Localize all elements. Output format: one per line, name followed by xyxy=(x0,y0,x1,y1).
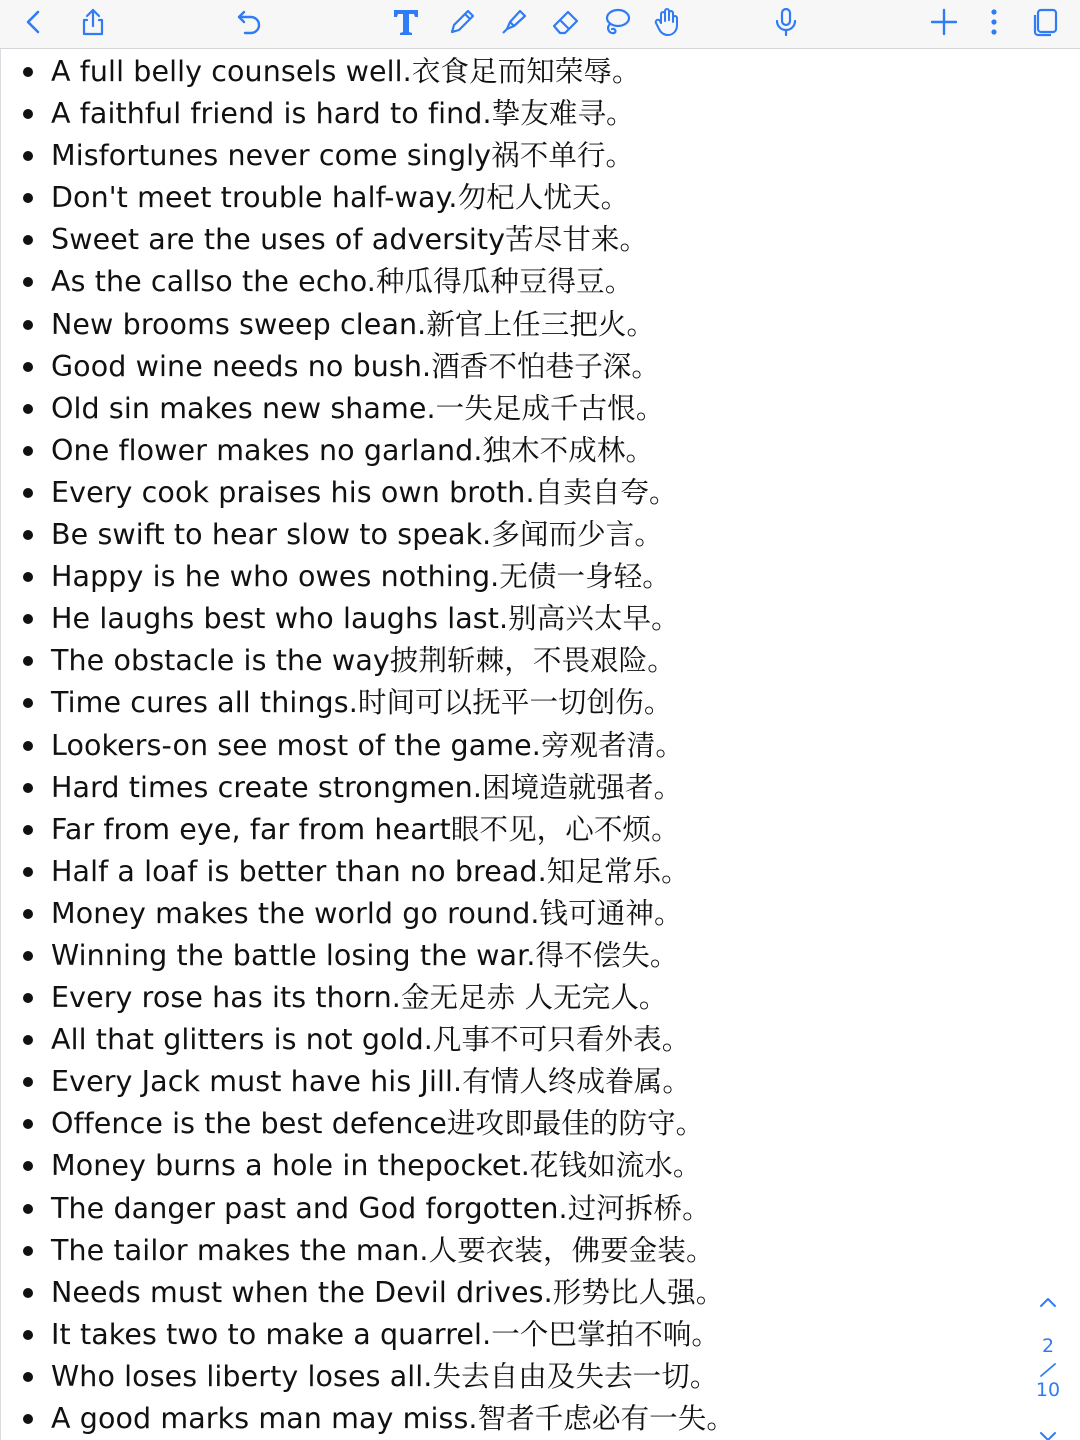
proverb-text: As the callso the echo.种瓜得瓜种豆得豆。 xyxy=(51,265,634,299)
proverb-text: The danger past and God forgotten.过河拆桥。 xyxy=(51,1191,711,1225)
list-item xyxy=(0,1356,1020,1398)
proverb-text: Far from eye, far from heart眼不见，心不烦。 xyxy=(51,812,680,846)
bullet-icon xyxy=(23,193,33,203)
list-item xyxy=(0,135,1020,177)
lasso-icon[interactable] xyxy=(597,2,637,42)
bullet-icon xyxy=(23,993,33,1003)
list-item xyxy=(0,472,1020,514)
bullet-icon xyxy=(23,572,33,582)
bullet-icon xyxy=(23,783,33,793)
hand-icon[interactable] xyxy=(648,2,688,42)
proverb-text: Every rose has its thorn.金无足赤 人无完人。 xyxy=(51,981,668,1015)
proverb-text: Don't meet trouble half-way.勿杞人忧天。 xyxy=(51,181,630,215)
bullet-icon xyxy=(23,656,33,666)
proverb-text: Time cures all things.时间可以抚平一切创伤。 xyxy=(51,686,673,720)
proverb-text: Money burns a hole in thepocket.花钱如流水。 xyxy=(51,1149,702,1183)
proverb-text: A full belly counsels well.衣食足而知荣辱。 xyxy=(51,55,641,88)
bullet-icon xyxy=(23,67,33,77)
bullet-icon xyxy=(23,404,33,414)
proverb-text: Every Jack must have his Jill.有情人终成眷属。 xyxy=(51,1065,691,1099)
bullet-icon xyxy=(23,488,33,498)
list-item xyxy=(0,346,1020,388)
list-item xyxy=(0,1103,1020,1145)
list-item xyxy=(0,767,1020,809)
bullet-icon xyxy=(23,909,33,919)
proverb-text: Be swift to hear slow to speak.多闻而少言。 xyxy=(51,518,663,552)
proverb-text: Sweet are the uses of adversity苦尽甘来。 xyxy=(51,223,649,257)
proverb-text: One flower makes no garland.独木不成林。 xyxy=(51,433,655,467)
bullet-icon xyxy=(23,1288,33,1298)
proverb-text: All that glitters is not gold.凡事不可只看外表。 xyxy=(51,1023,691,1057)
list-item xyxy=(0,1145,1020,1187)
bullet-icon xyxy=(23,1119,33,1129)
proverb-text: Hard times create strongmen.困境造就强者。 xyxy=(51,770,683,804)
list-item xyxy=(0,1230,1020,1272)
bullet-icon xyxy=(23,1414,33,1424)
bullet-icon xyxy=(23,741,33,751)
proverb-text: It takes two to make a quarrel.一个巴掌拍不响。 xyxy=(51,1317,721,1351)
proverb-text: Half a loaf is better than no bread.知足常乐。 xyxy=(51,854,690,888)
share-icon[interactable] xyxy=(73,2,113,42)
list-item xyxy=(0,1019,1020,1061)
list-item xyxy=(0,935,1020,977)
bullet-icon xyxy=(23,1246,33,1256)
bullet-icon xyxy=(23,1372,33,1382)
list-item xyxy=(0,1398,1020,1440)
bullet-icon xyxy=(23,867,33,877)
proverb-text: Who loses liberty loses all.失去自由及失去一切。 xyxy=(51,1359,719,1393)
list-item xyxy=(0,725,1020,767)
bullet-icon xyxy=(23,1330,33,1340)
list-item xyxy=(0,1314,1020,1356)
bullet-icon xyxy=(23,825,33,835)
proverb-list xyxy=(0,51,1020,1440)
document-page xyxy=(0,49,1080,1440)
microphone-icon[interactable] xyxy=(766,2,806,42)
proverb-text: A faithful friend is hard to find.挚友难寻。 xyxy=(51,97,635,131)
text-tool-icon[interactable] xyxy=(386,2,426,42)
proverb-text: Lookers-on see most of the game.旁观者清。 xyxy=(51,728,684,762)
chevron-left-icon[interactable] xyxy=(14,2,54,42)
list-item xyxy=(0,682,1020,724)
top-toolbar xyxy=(0,0,1080,49)
list-item xyxy=(0,809,1020,851)
list-item xyxy=(0,977,1020,1019)
pen-icon[interactable] xyxy=(442,2,482,42)
list-item xyxy=(0,430,1020,472)
proverb-text: New brooms sweep clean.新官上任三把火。 xyxy=(51,307,656,341)
page-separator-icon xyxy=(1038,1362,1058,1378)
list-item xyxy=(0,893,1020,935)
list-item xyxy=(0,177,1020,219)
list-item xyxy=(0,1188,1020,1230)
add-icon[interactable] xyxy=(924,2,964,42)
page-navigator xyxy=(1022,1279,1074,1440)
proverb-text: Needs must when the Devil drives.形势比人强。 xyxy=(51,1275,725,1309)
proverb-text: Offence is the best defence进攻即最佳的防守。 xyxy=(51,1107,705,1141)
list-item xyxy=(0,1061,1020,1103)
proverb-text: The obstacle is the way披荆斩棘，不畏艰险。 xyxy=(51,644,676,678)
list-item xyxy=(0,93,1020,135)
bullet-icon xyxy=(23,1035,33,1045)
bullet-icon xyxy=(23,109,33,119)
proverb-text: Every cook praises his own broth.自卖自夸。 xyxy=(51,475,678,509)
bullet-icon xyxy=(23,151,33,161)
bullet-icon xyxy=(23,235,33,245)
current-page-number: 2 xyxy=(1041,1335,1055,1357)
proverb-text: Winning the battle losing the war.得不偿失。 xyxy=(51,938,679,972)
list-item xyxy=(0,851,1020,893)
bullet-icon xyxy=(23,530,33,540)
undo-icon[interactable] xyxy=(229,2,269,42)
pages-icon[interactable] xyxy=(1025,2,1065,42)
list-item xyxy=(0,1272,1020,1314)
list-item xyxy=(0,219,1020,261)
bullet-icon xyxy=(23,614,33,624)
list-item xyxy=(0,556,1020,598)
list-item xyxy=(0,598,1020,640)
list-item xyxy=(0,514,1020,556)
bullet-icon xyxy=(23,1161,33,1171)
proverb-text: Money makes the world go round.钱可通神。 xyxy=(51,896,683,930)
chevron-up-icon[interactable] xyxy=(1036,1291,1060,1315)
proverb-text: Happy is he who owes nothing.无债一身轻。 xyxy=(51,560,671,594)
bullet-icon xyxy=(23,320,33,330)
list-item xyxy=(0,304,1020,346)
proverb-text: Old sin makes new shame.一失足成千古恨。 xyxy=(51,391,665,425)
proverb-text: Good wine needs no bush.酒香不怕巷子深。 xyxy=(51,349,661,383)
bullet-icon xyxy=(23,277,33,287)
bullet-icon xyxy=(23,1204,33,1214)
total-pages-number: 10 xyxy=(1035,1379,1061,1401)
proverb-text: He laughs best who laughs last.别高兴太早。 xyxy=(51,602,680,636)
list-item xyxy=(0,261,1020,303)
highlighter-icon[interactable] xyxy=(494,2,534,42)
chevron-down-icon[interactable] xyxy=(1036,1424,1060,1440)
bullet-icon xyxy=(23,446,33,456)
bullet-icon xyxy=(23,698,33,708)
bullet-icon xyxy=(23,951,33,961)
list-item xyxy=(0,640,1020,682)
list-item xyxy=(0,51,1020,93)
eraser-icon[interactable] xyxy=(546,2,586,42)
proverb-text: Misfortunes never come singly祸不单行。 xyxy=(51,139,635,173)
proverb-text: A good marks man may miss.智者千虑必有一失。 xyxy=(51,1402,735,1435)
more-icon[interactable] xyxy=(974,2,1014,42)
list-item xyxy=(0,388,1020,430)
bullet-icon xyxy=(23,362,33,372)
bullet-icon xyxy=(23,1077,33,1087)
proverb-text: The tailor makes the man.人要衣装，佛要金装。 xyxy=(51,1233,715,1267)
